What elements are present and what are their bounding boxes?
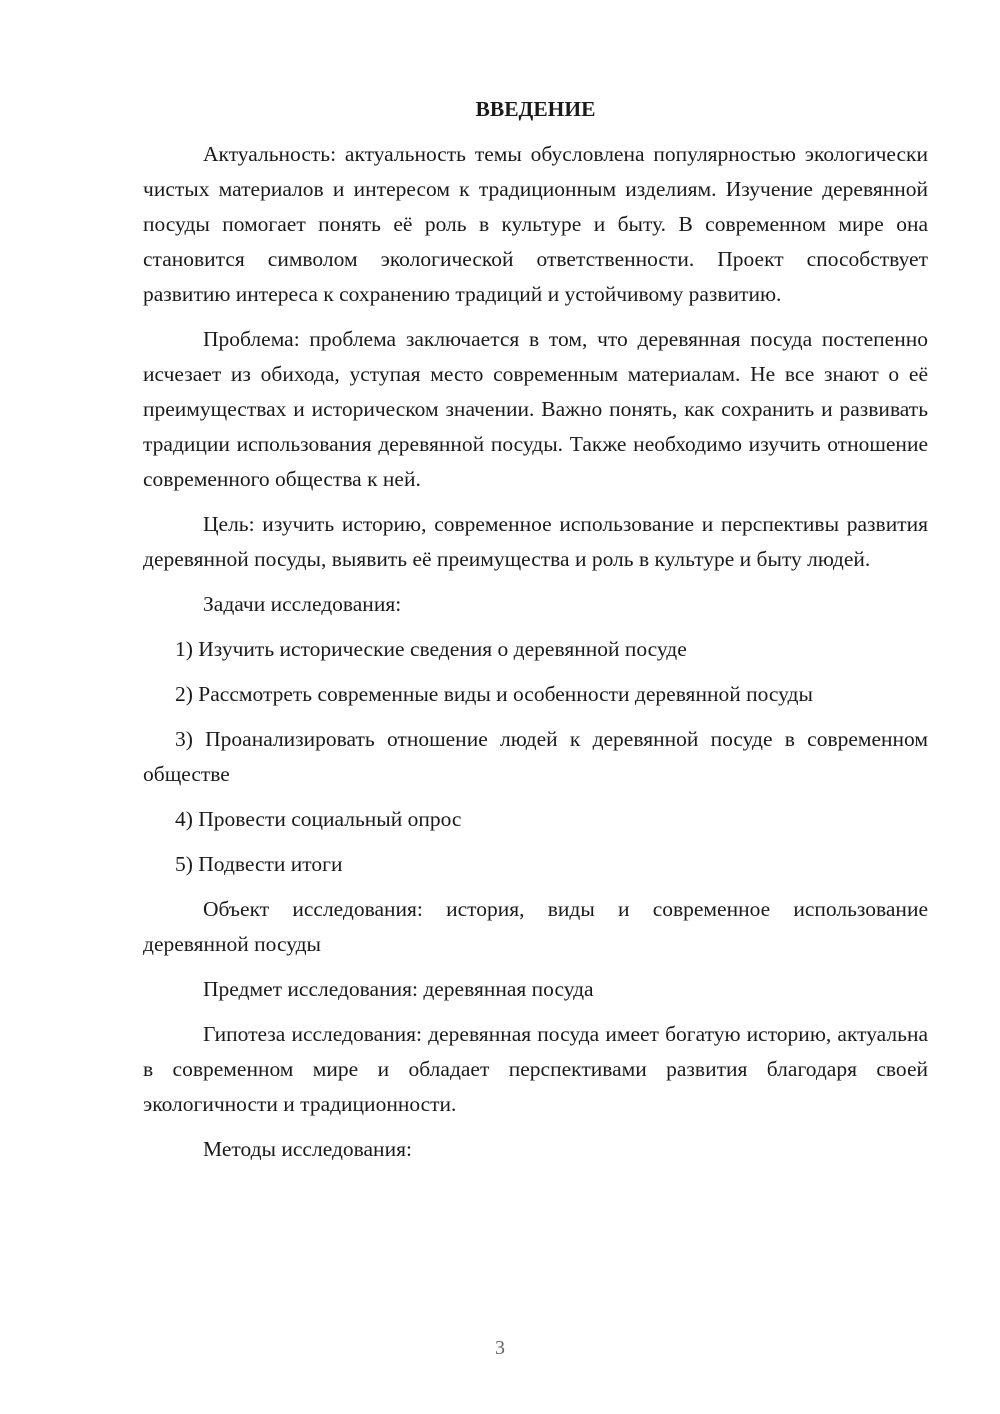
methods-title: Методы исследования:: [203, 1137, 412, 1161]
task-item-5: 5) Подвести итоги: [175, 852, 343, 876]
goal-paragraph: Цель: изучить историю, современное использование и перспективы развития деревянной посуды, выявить её преимущества и роль в культуре и быту людей.: [143, 512, 928, 571]
task-item-3: 3) Проанализировать отношение людей к деревянной посуде в современном обществе: [143, 727, 928, 786]
page-content: [143, 92, 928, 1177]
relevance-paragraph: Актуальность: актуальность темы обусловлена популярностью экологически чистых материалов и интересом к традиционным изделиям. Изучение деревянной посуды помогает понять её роль в культуре и быту. В современном мире она становится символом экологической ответственности. Проект способствует развитию интереса к сохранению традиций и устойчивому развитию.: [143, 142, 928, 306]
page-number: 3: [495, 1337, 505, 1359]
tasks-title: Задачи исследования:: [203, 592, 402, 616]
object-paragraph: Объект исследования: история, виды и современное использование деревянной посуды: [143, 897, 928, 956]
subject-paragraph: Предмет исследования: деревянная посуда: [203, 977, 594, 1001]
task-item-1: 1) Изучить исторические сведения о деревянной посуде: [175, 637, 687, 661]
task-item-4: 4) Провести социальный опрос: [175, 807, 462, 831]
task-item-2: 2) Рассмотреть современные виды и особенности деревянной посуды: [175, 682, 813, 706]
hypothesis-paragraph: Гипотеза исследования: деревянная посуда имеет богатую историю, актуальна в современном мире и обладает перспективами развития благодаря своей экологичности и традиционности.: [143, 1022, 928, 1116]
page-heading: ВВЕДЕНИЕ: [475, 97, 596, 121]
problem-paragraph: Проблема: проблема заключается в том, что деревянная посуда постепенно исчезает из обихода, уступая место современным материалам. Не все знают о её преимуществах и историческом значении. Важно понять, как сохранить и развивать традиции использования деревянной посуды. Также необходимо изучить отношение современного общества к ней.: [143, 327, 928, 491]
